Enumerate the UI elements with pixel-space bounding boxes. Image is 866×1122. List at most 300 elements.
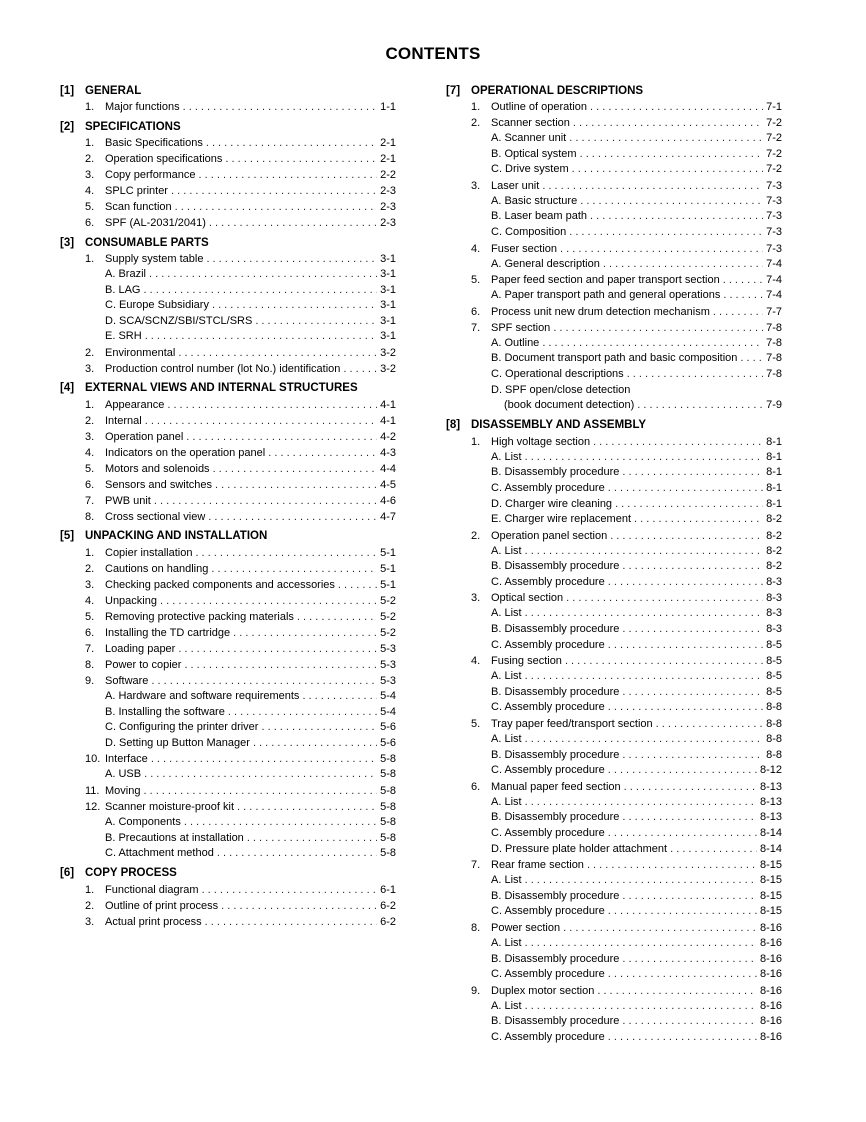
toc-entry[interactable] xyxy=(60,577,396,593)
dot-leader xyxy=(225,151,377,167)
entry-number: 9. xyxy=(85,674,95,687)
toc-subentry[interactable] xyxy=(60,298,396,314)
toc-subentry[interactable] xyxy=(446,606,782,622)
section-title: OPERATIONAL DESCRIPTIONS xyxy=(471,84,644,97)
dot-leader xyxy=(580,194,763,210)
entry-number: 2. xyxy=(471,117,481,129)
entry-page: 6-2 xyxy=(380,899,396,912)
toc-entry[interactable] xyxy=(60,914,396,930)
entry-number: 3. xyxy=(85,362,95,375)
entry-label: B. Disassembly procedure xyxy=(491,685,620,698)
dot-leader xyxy=(608,481,763,497)
section-number: [4] xyxy=(60,382,75,395)
toc-entry[interactable] xyxy=(446,115,782,131)
entry-label: Cross sectional view xyxy=(105,510,206,523)
entry-page: 8-1 xyxy=(766,481,782,494)
entry-label: C. Assembly procedure xyxy=(491,827,605,839)
entry-page: 2-3 xyxy=(380,185,396,197)
entry-page: 7-3 xyxy=(766,194,782,207)
entry-page: 7-9 xyxy=(766,399,782,412)
section-heading[interactable] xyxy=(60,83,396,100)
entry-page: 8-5 xyxy=(766,655,782,668)
entry-number: 3. xyxy=(85,915,95,928)
entry-label: A. Paper transport path and general operations xyxy=(491,289,721,302)
entry-label: Paper feed section and paper transport section xyxy=(491,274,720,287)
entry-label: Scanner section xyxy=(491,117,570,129)
section-heading[interactable] xyxy=(446,83,782,100)
dot-leader xyxy=(178,345,377,361)
toc-subentry[interactable] xyxy=(60,314,396,330)
entry-page: 5-1 xyxy=(380,578,396,591)
entry-page: 7-8 xyxy=(766,336,782,349)
toc-entry[interactable] xyxy=(60,673,396,689)
toc-entry[interactable] xyxy=(60,783,396,799)
toc-subentry[interactable] xyxy=(60,705,396,721)
entry-page: 8-15 xyxy=(759,889,782,902)
dot-leader xyxy=(186,429,377,445)
toc-entry[interactable] xyxy=(60,215,396,231)
entry-label: Appearance xyxy=(105,398,165,411)
entry-label: B. Precautions at installation xyxy=(105,831,244,844)
dot-leader xyxy=(608,700,763,716)
toc-entry[interactable] xyxy=(60,251,396,267)
toc-subentry[interactable] xyxy=(446,481,782,497)
toc-entry[interactable] xyxy=(60,183,396,199)
dot-leader xyxy=(593,434,763,450)
dot-leader xyxy=(723,272,763,288)
toc-entry[interactable] xyxy=(60,99,396,115)
entry-page: 3-2 xyxy=(380,346,396,359)
entry-label: Sensors and switches xyxy=(105,478,212,491)
entry-page: 8-16 xyxy=(759,1015,782,1028)
dot-leader xyxy=(560,241,763,257)
toc-entry[interactable] xyxy=(60,461,396,477)
entry-label: A. Scanner unit xyxy=(491,132,567,144)
entry-page: 5-2 xyxy=(380,610,396,623)
toc-subentry[interactable] xyxy=(446,257,782,273)
toc-entry[interactable] xyxy=(446,304,782,320)
entry-number: 6. xyxy=(85,217,95,229)
toc-entry[interactable] xyxy=(60,361,396,377)
toc-subentry[interactable] xyxy=(60,736,396,752)
section-gap xyxy=(60,115,396,117)
entry-label: C. Assembly procedure xyxy=(491,1030,605,1043)
entry-number: 2. xyxy=(85,899,95,912)
toc-entry[interactable] xyxy=(60,609,396,625)
dot-leader xyxy=(338,577,377,593)
entry-label: B. Document transport path and basic composition xyxy=(491,352,738,365)
entry-label: Power to copier xyxy=(105,658,182,671)
entry-number: 1. xyxy=(85,546,95,559)
toc-subentry[interactable] xyxy=(60,815,396,831)
entry-label: B. Disassembly procedure xyxy=(491,811,620,824)
section-gap xyxy=(60,525,396,527)
dot-leader xyxy=(167,397,377,413)
entry-page: 4-2 xyxy=(380,430,396,443)
entry-page: 8-1 xyxy=(766,497,782,510)
entry-page: 5-8 xyxy=(380,784,396,797)
dot-leader xyxy=(590,209,763,225)
toc-subentry[interactable] xyxy=(446,795,782,811)
toc-entry[interactable] xyxy=(60,898,396,914)
toc-subentry[interactable] xyxy=(60,267,396,283)
toc-right-column xyxy=(446,81,782,1048)
dot-leader xyxy=(713,304,763,320)
entry-label: Indicators on the operation panel xyxy=(105,446,266,459)
toc-subentry[interactable] xyxy=(446,999,782,1015)
entry-page: 2-1 xyxy=(380,153,396,165)
toc-entry[interactable] xyxy=(60,509,396,525)
dot-leader xyxy=(261,720,377,736)
entry-page: 7-2 xyxy=(766,163,782,176)
toc-entry[interactable] xyxy=(446,272,782,288)
toc-entry[interactable] xyxy=(446,920,782,936)
toc-subentry[interactable] xyxy=(446,1030,782,1046)
toc-entry[interactable] xyxy=(446,320,782,336)
dot-leader xyxy=(525,999,757,1015)
dot-leader xyxy=(143,283,377,299)
toc-subentry[interactable] xyxy=(446,465,782,481)
dot-leader xyxy=(205,914,377,930)
entry-page: 4-5 xyxy=(380,478,396,491)
entry-number: 3. xyxy=(85,169,95,181)
toc-subentry[interactable]: D. SPF open/close detection xyxy=(491,383,631,396)
entry-number: 4. xyxy=(471,242,481,255)
toc-subentry[interactable] xyxy=(446,638,782,654)
toc-entry[interactable] xyxy=(446,590,782,606)
toc-entry[interactable] xyxy=(60,429,396,445)
entry-page: 8-14 xyxy=(759,842,782,855)
toc-subentry[interactable] xyxy=(446,810,782,826)
toc-subentry[interactable] xyxy=(446,209,782,225)
entry-label: Actual print process xyxy=(105,915,202,928)
toc-subentry[interactable] xyxy=(446,622,782,638)
entry-number: 12. xyxy=(85,800,101,813)
entry-number: 5. xyxy=(85,462,95,475)
toc-subentry[interactable] xyxy=(446,351,782,367)
entry-page: 8-1 xyxy=(766,450,782,463)
dot-leader xyxy=(525,669,764,685)
toc-subentry[interactable] xyxy=(446,936,782,952)
entry-label: Copier installation xyxy=(105,546,193,559)
toc-entry[interactable] xyxy=(60,199,396,215)
entry-page: 7-4 xyxy=(766,274,782,287)
entry-page: 7-3 xyxy=(766,242,782,255)
entry-page: 4-1 xyxy=(380,398,396,411)
dot-leader xyxy=(199,167,378,183)
toc-subentry[interactable] xyxy=(446,685,782,701)
toc-entry[interactable] xyxy=(60,593,396,609)
entry-number: 1. xyxy=(85,398,95,411)
toc-entry[interactable] xyxy=(60,657,396,673)
entry-number: 1. xyxy=(85,137,95,149)
section-title: COPY PROCESS xyxy=(85,867,177,880)
entry-page: 8-3 xyxy=(766,575,782,588)
entry-label: Functional diagram xyxy=(105,883,199,896)
toc-subentry[interactable] xyxy=(60,846,396,862)
toc-entry[interactable] xyxy=(446,716,782,732)
entry-label: Laser unit xyxy=(491,179,540,192)
toc-subentry[interactable] xyxy=(446,367,782,383)
toc-entry[interactable] xyxy=(60,135,396,151)
dot-leader xyxy=(151,751,377,767)
toc-entry[interactable] xyxy=(446,528,782,544)
entry-page: 5-8 xyxy=(380,768,396,781)
toc-subentry[interactable] xyxy=(60,831,396,847)
section-gap xyxy=(60,377,396,379)
toc-entry[interactable] xyxy=(60,641,396,657)
toc-subentry[interactable] xyxy=(446,147,782,163)
toc-entry[interactable] xyxy=(446,983,782,999)
toc-subentry[interactable] xyxy=(60,720,396,736)
entry-label: Loading paper xyxy=(105,642,176,655)
entry-label: E. Charger wire replacement xyxy=(491,513,632,526)
section-title: SPECIFICATIONS xyxy=(85,120,181,133)
entry-label: C. Drive system xyxy=(491,163,569,176)
entry-number: 6. xyxy=(471,305,481,318)
dot-leader xyxy=(622,559,763,575)
entry-page: 8-8 xyxy=(766,718,782,731)
entry-page: 8-16 xyxy=(759,936,782,949)
toc-subentry[interactable] xyxy=(446,497,782,513)
page-title: CONTENTS xyxy=(385,44,481,63)
entry-page: 5-1 xyxy=(380,562,396,575)
dot-leader xyxy=(302,689,377,705)
entry-label: Internal xyxy=(105,414,142,427)
entry-page: 5-3 xyxy=(380,642,396,655)
dot-leader xyxy=(525,732,764,748)
section-gap xyxy=(446,1046,782,1048)
dot-leader xyxy=(247,831,377,847)
toc-subentry[interactable] xyxy=(446,889,782,905)
toc-entry[interactable] xyxy=(60,882,396,898)
section-heading[interactable] xyxy=(446,417,782,434)
toc-subentry[interactable] xyxy=(446,732,782,748)
dot-leader xyxy=(553,320,763,336)
entry-label: D. Pressure plate holder attachment xyxy=(491,842,668,855)
entry-page: 8-8 xyxy=(766,748,782,761)
toc-subentry[interactable] xyxy=(446,398,782,414)
toc-entry[interactable] xyxy=(446,178,782,194)
entry-label: C. Assembly procedure xyxy=(491,638,605,651)
toc-entry[interactable] xyxy=(60,413,396,429)
toc-subentry[interactable] xyxy=(446,873,782,889)
entry-page: 8-15 xyxy=(759,859,782,872)
section-number: [8] xyxy=(446,419,461,432)
toc-entry[interactable] xyxy=(446,857,782,873)
entry-label: Installing the TD cartridge xyxy=(105,626,231,639)
entry-label: B. Optical system xyxy=(491,147,577,160)
entry-label: A. List xyxy=(491,733,522,746)
entry-number: 1. xyxy=(85,883,95,896)
toc-subentry[interactable] xyxy=(446,559,782,575)
toc-subentry[interactable] xyxy=(446,669,782,685)
toc-entry[interactable] xyxy=(60,561,396,577)
entry-label: Checking packed components and accessories xyxy=(105,578,335,591)
section-heading[interactable] xyxy=(60,235,396,252)
toc-subentry[interactable] xyxy=(446,512,782,528)
toc-entry[interactable] xyxy=(446,434,782,450)
entry-label: Interface xyxy=(105,753,148,766)
toc-subentry[interactable] xyxy=(446,336,782,352)
toc-entry[interactable] xyxy=(60,799,396,815)
dot-leader xyxy=(610,528,763,544)
toc-subentry[interactable] xyxy=(446,450,782,466)
toc-entry[interactable] xyxy=(446,99,782,115)
entry-number: 8. xyxy=(85,510,95,523)
entry-label: A. List xyxy=(491,999,522,1012)
toc-subentry[interactable] xyxy=(60,329,396,345)
entry-page: 8-1 xyxy=(766,466,782,479)
toc-subentry[interactable] xyxy=(446,826,782,842)
entry-number: 5. xyxy=(85,610,95,623)
entry-label: Motors and solenoids xyxy=(105,462,210,475)
toc-subentry[interactable] xyxy=(446,162,782,178)
entry-number: 2. xyxy=(85,153,95,165)
entry-page: 5-2 xyxy=(380,626,396,639)
section-gap xyxy=(446,414,782,416)
entry-page: 3-1 xyxy=(380,283,396,296)
toc-subentry[interactable] xyxy=(60,283,396,299)
dot-leader xyxy=(740,351,763,367)
entry-page: 8-3 xyxy=(766,623,782,636)
dot-leader xyxy=(615,497,763,513)
toc-entry[interactable] xyxy=(60,477,396,493)
entry-page: 5-3 xyxy=(380,674,396,687)
toc-subentry[interactable] xyxy=(446,194,782,210)
entry-number: 6. xyxy=(85,626,95,639)
entry-label: C. Assembly procedure xyxy=(491,968,605,981)
entry-number: 2. xyxy=(471,529,481,542)
toc-subentry[interactable] xyxy=(446,288,782,304)
dot-leader xyxy=(213,461,378,477)
entry-page: 8-16 xyxy=(759,952,782,965)
entry-number: 2. xyxy=(85,346,95,359)
dot-leader xyxy=(184,657,377,673)
section-heading[interactable] xyxy=(60,380,396,397)
entry-page: 5-8 xyxy=(380,800,396,813)
toc-entry[interactable] xyxy=(446,241,782,257)
toc-subentry[interactable] xyxy=(446,904,782,920)
toc-subentry[interactable] xyxy=(60,767,396,783)
dot-leader xyxy=(217,846,377,862)
entry-label: A. Outline xyxy=(491,336,540,349)
entry-label: High voltage section xyxy=(491,435,591,448)
toc-entry[interactable] xyxy=(60,625,396,641)
toc-subentry[interactable] xyxy=(446,131,782,147)
dot-leader xyxy=(228,705,377,721)
entry-page: 4-7 xyxy=(380,510,396,523)
toc-subentry[interactable] xyxy=(446,952,782,968)
dot-leader xyxy=(183,99,378,115)
toc-subentry[interactable] xyxy=(446,1014,782,1030)
toc-entry[interactable] xyxy=(60,167,396,183)
toc-subentry[interactable] xyxy=(446,700,782,716)
toc-subentry[interactable] xyxy=(446,225,782,241)
toc-subentry[interactable] xyxy=(446,575,782,591)
entry-number: 7. xyxy=(85,494,95,507)
entry-page: 1-1 xyxy=(380,101,396,113)
entry-label: Scanner moisture-proof kit xyxy=(105,800,234,813)
toc-subentry[interactable] xyxy=(60,689,396,705)
dot-leader xyxy=(221,898,377,914)
entry-label: Supply system table xyxy=(105,253,204,265)
toc-entry[interactable] xyxy=(446,653,782,669)
dot-leader xyxy=(569,131,763,147)
toc-entry[interactable] xyxy=(60,751,396,767)
toc-subentry[interactable] xyxy=(446,748,782,764)
entry-label: B. Disassembly procedure xyxy=(491,889,620,902)
entry-page: 8-3 xyxy=(766,592,782,605)
entry-label: Production control number (lot No.) identification xyxy=(105,362,341,375)
entry-page: 8-13 xyxy=(759,811,782,824)
toc-entry[interactable] xyxy=(60,397,396,413)
toc-entry[interactable] xyxy=(60,345,396,361)
entry-page: 5-8 xyxy=(380,831,396,844)
dot-leader xyxy=(542,336,763,352)
toc-entry[interactable] xyxy=(60,445,396,461)
toc-entry[interactable] xyxy=(60,151,396,167)
entry-label: A. Hardware and software requirements xyxy=(105,689,300,702)
dot-leader xyxy=(608,967,757,983)
entry-page: 7-7 xyxy=(766,305,782,318)
entry-label: C. Attachment method xyxy=(105,847,214,860)
dot-leader xyxy=(580,147,764,163)
section-gap xyxy=(60,231,396,233)
toc-entry[interactable] xyxy=(60,493,396,509)
entry-label: C. Configuring the printer driver xyxy=(105,721,259,734)
toc-subentry[interactable] xyxy=(446,544,782,560)
entry-label: Cautions on handling xyxy=(105,562,209,575)
entry-number: 4. xyxy=(85,594,95,607)
dot-leader xyxy=(608,826,757,842)
dot-leader xyxy=(525,606,764,622)
toc-subentry[interactable] xyxy=(446,842,782,858)
entry-page: 4-4 xyxy=(380,462,396,475)
dot-leader xyxy=(525,936,757,952)
entry-label: PWB unit xyxy=(105,494,151,507)
entry-page: 3-1 xyxy=(380,253,396,265)
toc-entry[interactable] xyxy=(60,545,396,561)
entry-page: 5-6 xyxy=(380,721,396,734)
entry-page: 8-5 xyxy=(766,638,782,651)
dot-leader xyxy=(608,1030,757,1046)
entry-page: 5-8 xyxy=(380,753,396,766)
dot-leader xyxy=(253,736,377,752)
entry-label: C. Assembly procedure xyxy=(491,764,605,777)
dot-leader xyxy=(608,638,763,654)
entry-number: 4. xyxy=(471,655,481,668)
section-number: [5] xyxy=(60,530,75,543)
section-heading[interactable] xyxy=(60,528,396,545)
entry-label: Removing protective packing materials xyxy=(105,610,294,623)
entry-label: D. Charger wire cleaning xyxy=(491,497,613,510)
entry-page: 8-2 xyxy=(766,513,782,526)
section-heading[interactable] xyxy=(60,865,396,882)
toc-entry[interactable] xyxy=(446,779,782,795)
entry-label: C. Assembly procedure xyxy=(491,701,605,714)
toc-subentry[interactable] xyxy=(446,967,782,983)
entry-number: 3. xyxy=(471,592,481,605)
entry-page: 8-2 xyxy=(766,560,782,573)
entry-page: 8-8 xyxy=(766,733,782,746)
dot-leader xyxy=(215,477,377,493)
section-heading[interactable] xyxy=(60,119,396,136)
entry-page: 5-6 xyxy=(380,736,396,749)
entry-label: Major functions xyxy=(105,101,180,113)
dot-leader xyxy=(590,99,763,115)
toc-subentry[interactable] xyxy=(446,763,782,779)
